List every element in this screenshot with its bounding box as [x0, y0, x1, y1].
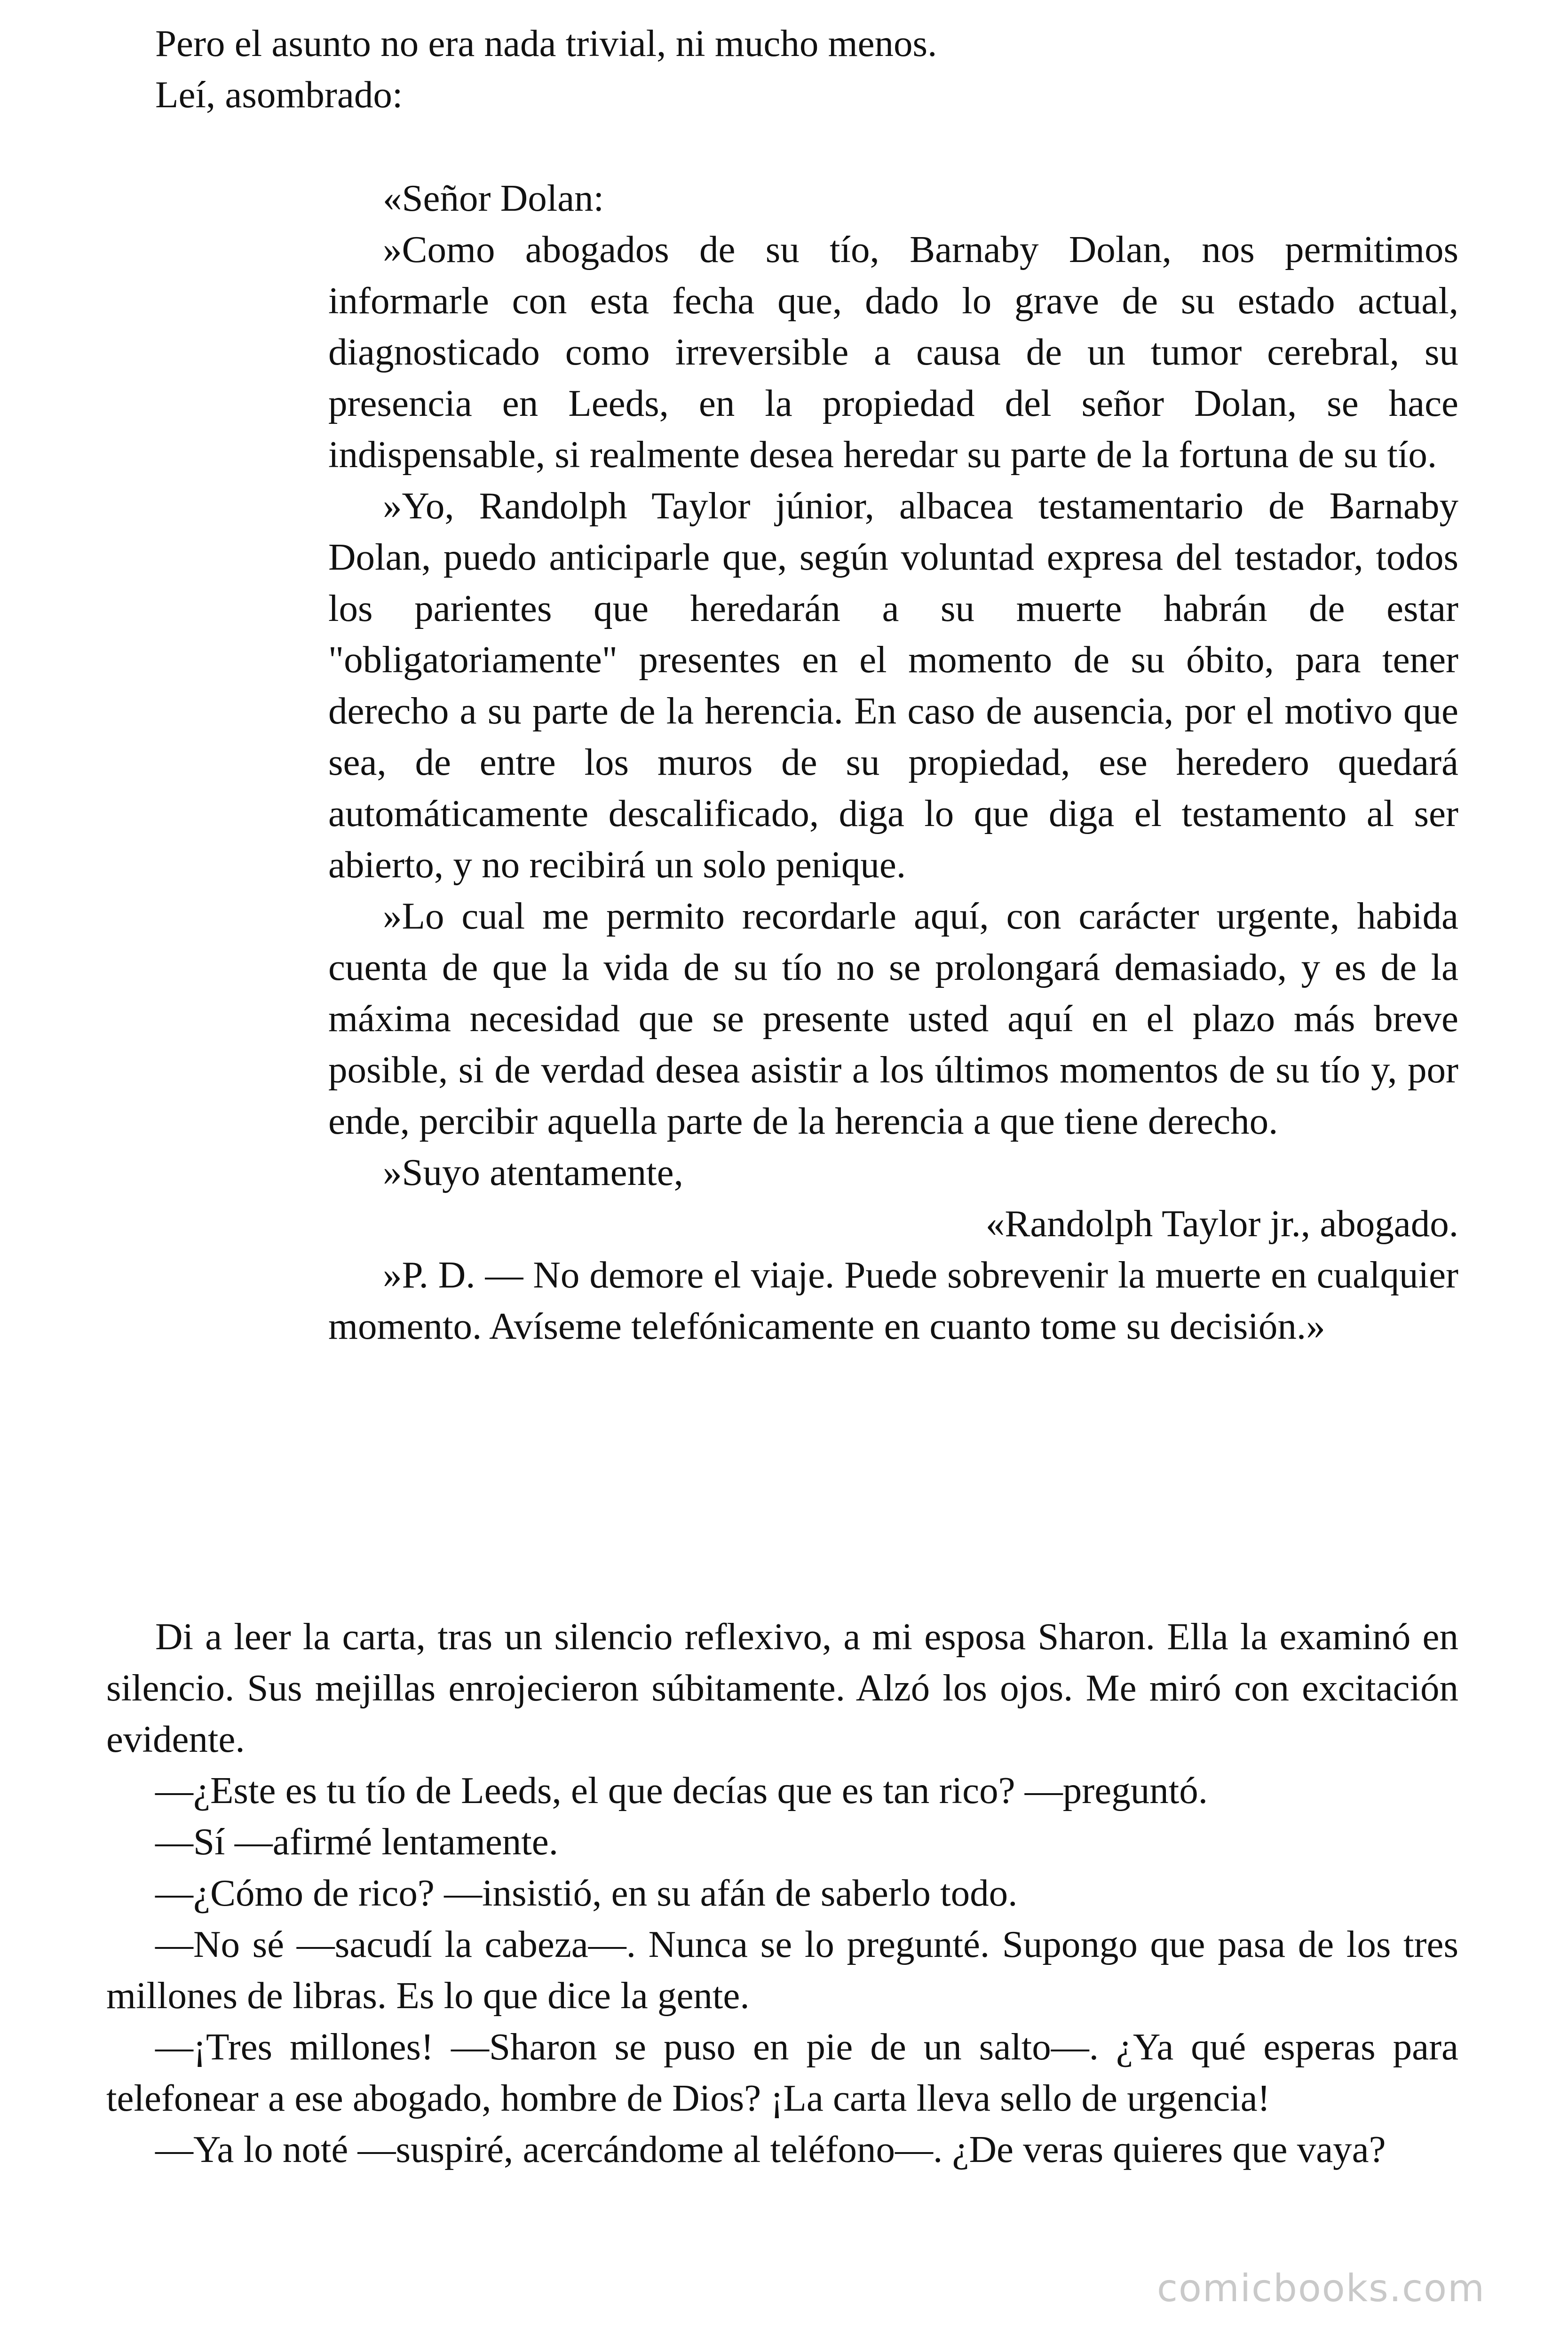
- watermark: comicbooks.com: [1157, 2266, 1486, 2310]
- dialogue-line: —Sí —afirmé lentamente.: [155, 1820, 558, 1863]
- letter-salutation: «Señor Dolan:: [383, 177, 604, 219]
- letter-postscript: »P. D. — No demore el viaje. Puede sobrevenir la muerte en cualquier momento. Avíseme telefónicamente en cuanto tome su decisión.»: [328, 1254, 1458, 1347]
- letter-paragraph: »Lo cual me permito recordarle aquí, con carácter urgente, habida cuenta de que la vida de su tío no se prolongará demasiado, y es de la máxima necesidad que se presente usted aquí en el plazo más breve posible, si de verdad desea asistir a los últimos momentos de su tío y, por ende, percibir aquella parte de la herencia a que tiene derecho.: [328, 895, 1458, 1142]
- dialogue-line: —¿Cómo de rico? —insistió, en su afán de saberlo todo.: [155, 1872, 1018, 1914]
- opening-paragraph: Leí, asombrado:: [155, 73, 403, 116]
- dialogue-line: —No sé —sacudí la cabeza—. Nunca se lo pregunté. Supongo que pasa de los tres millones de libras. Es lo que dice la gente.: [106, 1923, 1458, 2017]
- opening-section: [106, 18, 1458, 120]
- dialogue-line: —¿Este es tu tío de Leeds, el que decías que es tan rico? —preguntó.: [155, 1769, 1208, 1812]
- letter-paragraph: »Yo, Randolph Taylor júnior, albacea testamentario de Barnaby Dolan, puedo anticiparle que, según voluntad expresa del testador, todos los parientes que heredarán a su muerte habrán de estar "obligatoriamente" presentes en el momento de su óbito, para tener derecho a su parte de la herencia. En caso de ausencia, por el motivo que sea, de entre los muros de su propiedad, ese heredero quedará automáticamente descalificado, diga lo que diga el testamento al ser abierto, y no recibirá un solo penique.: [328, 485, 1458, 886]
- opening-paragraph: Pero el asunto no era nada trivial, ni mucho menos.: [155, 22, 937, 64]
- closing-section: [106, 1611, 1458, 2175]
- letter-signature: «Randolph Taylor jr., abogado.: [985, 1202, 1458, 1245]
- dialogue-line: —Ya lo noté —suspiré, acercándome al teléfono—. ¿De veras quieres que vaya?: [155, 2128, 1386, 2170]
- letter-closing: »Suyo atentamente,: [383, 1151, 683, 1193]
- dialogue-line: —¡Tres millones! —Sharon se puso en pie de un salto—. ¿Ya qué esperas para telefonear a ese abogado, hombre de Dios? ¡La carta lleva sello de urgencia!: [106, 2026, 1458, 2119]
- letter-block: [328, 173, 1458, 1352]
- letter-paragraph: »Como abogados de su tío, Barnaby Dolan, nos permitimos informarle con esta fecha que, dado lo grave de su estado actual, diagnosticado como irreversible a causa de un tumor cerebral, su presencia en Leeds, en la propiedad del señor Dolan, se hace indispensable, si realmente desea heredar su parte de la fortuna de su tío.: [328, 228, 1458, 476]
- narrative-paragraph: Di a leer la carta, tras un silencio reflexivo, a mi esposa Sharon. Ella la examinó en silencio. Sus mejillas enrojecieron súbitamente. Alzó los ojos. Me miró con excitación evidente.: [106, 1615, 1458, 1760]
